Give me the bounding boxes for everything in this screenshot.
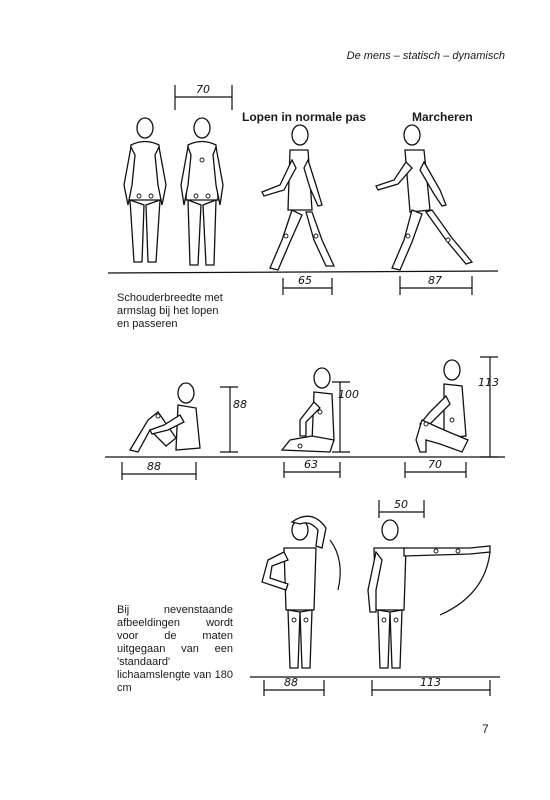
figure-hand-on-head xyxy=(262,516,340,668)
figure-arm-raised xyxy=(368,520,490,668)
figure-sitting-ground xyxy=(130,383,200,452)
dim-arm-raised-width-label: 113 xyxy=(420,676,441,689)
note-standard-height: Bij nevenstaande afbeeldingen wordt voor de maten uitgegaan van een 'standaard' lichaamslengte van 180 cm xyxy=(117,604,233,694)
figure-marching xyxy=(376,125,472,270)
caption-marching: Marcheren xyxy=(412,110,473,124)
dim-sitting-ground-length-label: 88 xyxy=(147,460,161,473)
dim-squatting-height-label: 113 xyxy=(478,376,499,389)
figure-kneeling xyxy=(282,368,334,452)
dim-sitting-ground-height-label: 88 xyxy=(233,398,247,411)
caption-walking: Lopen in normale pas xyxy=(242,110,367,124)
dim-hand-on-head-width-label: 88 xyxy=(284,676,298,689)
figure-walking xyxy=(262,125,334,270)
dim-arm-raised-top-label: 50 xyxy=(394,498,408,511)
dim-walking-stride-label: 65 xyxy=(298,274,312,287)
dimension-passing-width xyxy=(175,83,232,110)
page-number: 7 xyxy=(482,722,489,736)
running-header: De mens – statisch – dynamisch xyxy=(346,50,505,62)
dimension-hand-on-head xyxy=(264,676,324,696)
dimension-walking-stride xyxy=(283,274,332,295)
dim-passing-width-label: 70 xyxy=(196,83,210,96)
figure-standing-front xyxy=(181,118,223,265)
note-shoulder-width: Schouderbreedte met armslag bij het lopen en passeren xyxy=(117,292,223,330)
dim-kneeling-height-label: 100 xyxy=(338,388,359,401)
dim-squatting-length-label: 70 xyxy=(428,458,442,471)
dimension-marching-stride xyxy=(400,274,472,295)
dim-kneeling-length-label: 63 xyxy=(304,458,318,471)
figure-squatting xyxy=(416,360,468,452)
dim-marching-stride-label: 87 xyxy=(428,274,442,287)
figure-standing-back xyxy=(124,118,166,262)
